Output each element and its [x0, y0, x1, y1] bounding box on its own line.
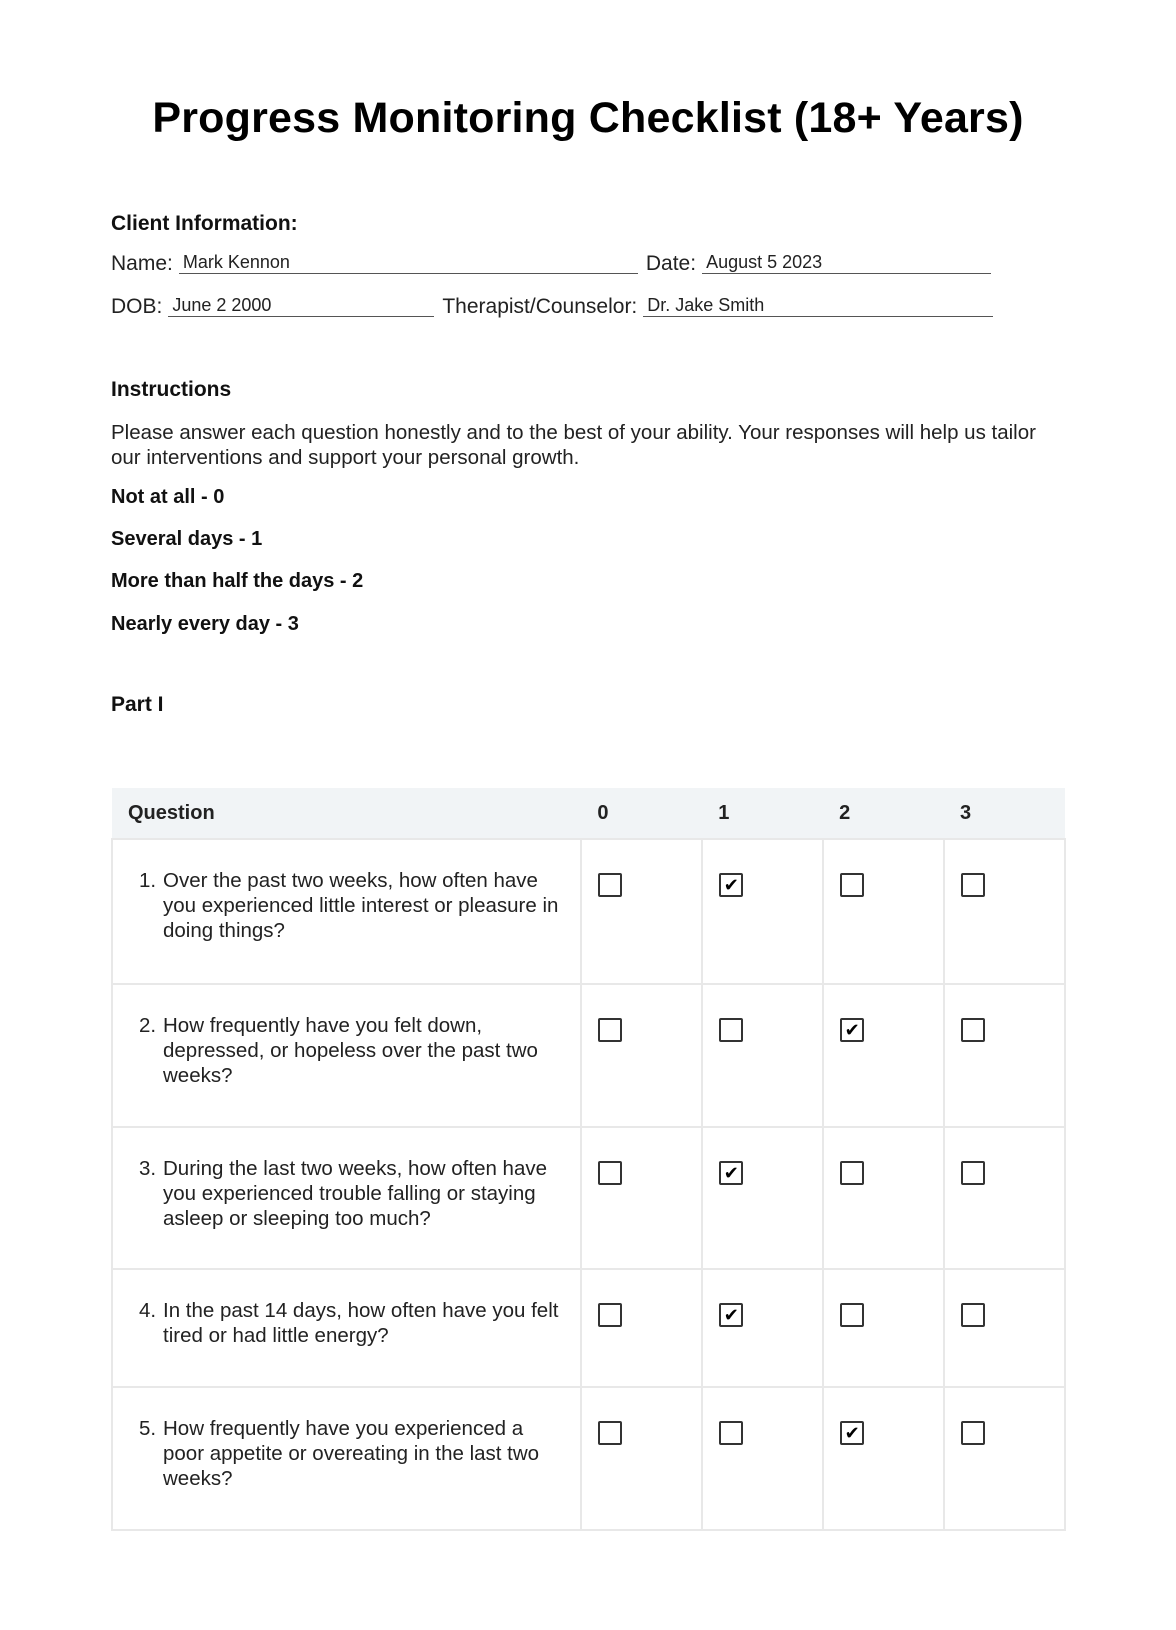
question-text: How frequently have you felt down, depressed, or hopeless over the past two weeks?: [163, 1014, 538, 1087]
checkbox-0[interactable]: [598, 1421, 622, 1445]
question: [139, 868, 564, 943]
checkbox-3[interactable]: [961, 1303, 985, 1327]
question-number: 2.: [139, 1014, 157, 1037]
checkbox-0[interactable]: [598, 1303, 622, 1327]
checkbox-1[interactable]: [719, 873, 743, 897]
answer-cell-3: [944, 1387, 1065, 1530]
scale-item: Several days - 1: [111, 528, 263, 550]
answer-cell-1: [702, 1269, 823, 1387]
answer-cell-1: [702, 839, 823, 984]
checkbox-3[interactable]: [961, 873, 985, 897]
answer-cell-3: [944, 1127, 1065, 1269]
check-icon: ✔: [723, 1305, 739, 1325]
instructions-heading: Instructions: [111, 378, 232, 401]
dob-therapist-row: [111, 295, 993, 319]
question-cell: [112, 1269, 581, 1387]
question: [139, 1156, 564, 1231]
checkbox-1[interactable]: [719, 1421, 743, 1445]
column-header-question: Question: [112, 788, 581, 839]
name-label: Name:: [111, 252, 173, 275]
checkbox-1[interactable]: [719, 1018, 743, 1042]
checkbox-2[interactable]: [840, 1161, 864, 1185]
answer-cell-0: [581, 839, 702, 984]
table-row: [112, 1127, 1065, 1269]
scale-item: Not at all - 0: [111, 486, 225, 508]
table-row: [112, 1387, 1065, 1530]
answer-cell-3: [944, 1269, 1065, 1387]
part-heading: Part I: [111, 693, 164, 716]
checkbox-0[interactable]: [598, 1018, 622, 1042]
answer-cell-3: [944, 839, 1065, 984]
question-cell: [112, 839, 581, 984]
answer-cell-2: [823, 1269, 944, 1387]
question: [139, 1013, 564, 1088]
column-header-0: 0: [581, 788, 702, 839]
checkbox-3[interactable]: [961, 1018, 985, 1042]
scale-item: Nearly every day - 3: [111, 613, 299, 635]
answer-cell-0: [581, 984, 702, 1127]
answer-cell-0: [581, 1127, 702, 1269]
checkbox-2[interactable]: [840, 1303, 864, 1327]
question-cell: [112, 1387, 581, 1530]
checkbox-1[interactable]: [719, 1303, 743, 1327]
page-title: Progress Monitoring Checklist (18+ Years): [152, 94, 1024, 142]
question-text: During the last two weeks, how often have you experienced trouble falling or staying asleep or sleeping too much?: [163, 1157, 548, 1230]
question-number: 5.: [139, 1417, 157, 1440]
table-row: [112, 1269, 1065, 1387]
answer-cell-1: [702, 984, 823, 1127]
therapist-field[interactable]: Dr. Jake Smith: [643, 294, 993, 317]
column-header-3: 3: [944, 788, 1065, 839]
table-row: [112, 839, 1065, 984]
checkbox-1[interactable]: [719, 1161, 743, 1185]
therapist-label: Therapist/Counselor:: [442, 295, 638, 318]
questionnaire-table: [111, 788, 1066, 1531]
name-date-row: [111, 252, 991, 276]
answer-cell-2: [823, 1127, 944, 1269]
dob-field[interactable]: June 2 2000: [168, 294, 434, 317]
client-info-heading: Client Information:: [111, 212, 298, 235]
question-cell: [112, 984, 581, 1127]
checkbox-0[interactable]: [598, 1161, 622, 1185]
instructions-text: Please answer each question honestly and to the best of your ability. Your responses will help us tailor our interventions and support your personal growth.: [111, 421, 1036, 469]
question-number: 4.: [139, 1299, 157, 1322]
answer-cell-2: [823, 984, 944, 1127]
answer-cell-1: [702, 1387, 823, 1530]
checkbox-2[interactable]: [840, 1018, 864, 1042]
answer-cell-1: [702, 1127, 823, 1269]
question-text: How frequently have you experienced a poor appetite or overeating in the last two weeks?: [163, 1417, 540, 1490]
check-icon: ✔: [723, 875, 739, 895]
table-header-row: [112, 788, 1065, 839]
name-field[interactable]: Mark Kennon: [179, 251, 638, 274]
scale-item: More than half the days - 2: [111, 570, 364, 592]
checkbox-2[interactable]: [840, 873, 864, 897]
checkbox-3[interactable]: [961, 1421, 985, 1445]
checkbox-3[interactable]: [961, 1161, 985, 1185]
question-text: In the past 14 days, how often have you felt tired or had little energy?: [163, 1299, 559, 1347]
column-header-1: 1: [702, 788, 823, 839]
check-icon: ✔: [844, 1423, 860, 1443]
answer-cell-2: [823, 1387, 944, 1530]
checkbox-0[interactable]: [598, 873, 622, 897]
date-label: Date:: [645, 252, 697, 275]
answer-cell-2: [823, 839, 944, 984]
question: [139, 1298, 564, 1348]
answer-cell-3: [944, 984, 1065, 1127]
question-cell: [112, 1127, 581, 1269]
question-number: 1.: [139, 869, 157, 892]
answer-cell-0: [581, 1269, 702, 1387]
question-text: Over the past two weeks, how often have you experienced little interest or pleasure in doing things?: [163, 869, 559, 942]
question: [139, 1416, 564, 1491]
checkbox-2[interactable]: [840, 1421, 864, 1445]
table-row: [112, 984, 1065, 1127]
question-number: 3.: [139, 1157, 157, 1180]
check-icon: ✔: [844, 1020, 860, 1040]
date-field[interactable]: August 5 2023: [702, 251, 991, 274]
dob-label: DOB:: [111, 295, 163, 318]
check-icon: ✔: [723, 1163, 739, 1183]
answer-cell-0: [581, 1387, 702, 1530]
column-header-2: 2: [823, 788, 944, 839]
